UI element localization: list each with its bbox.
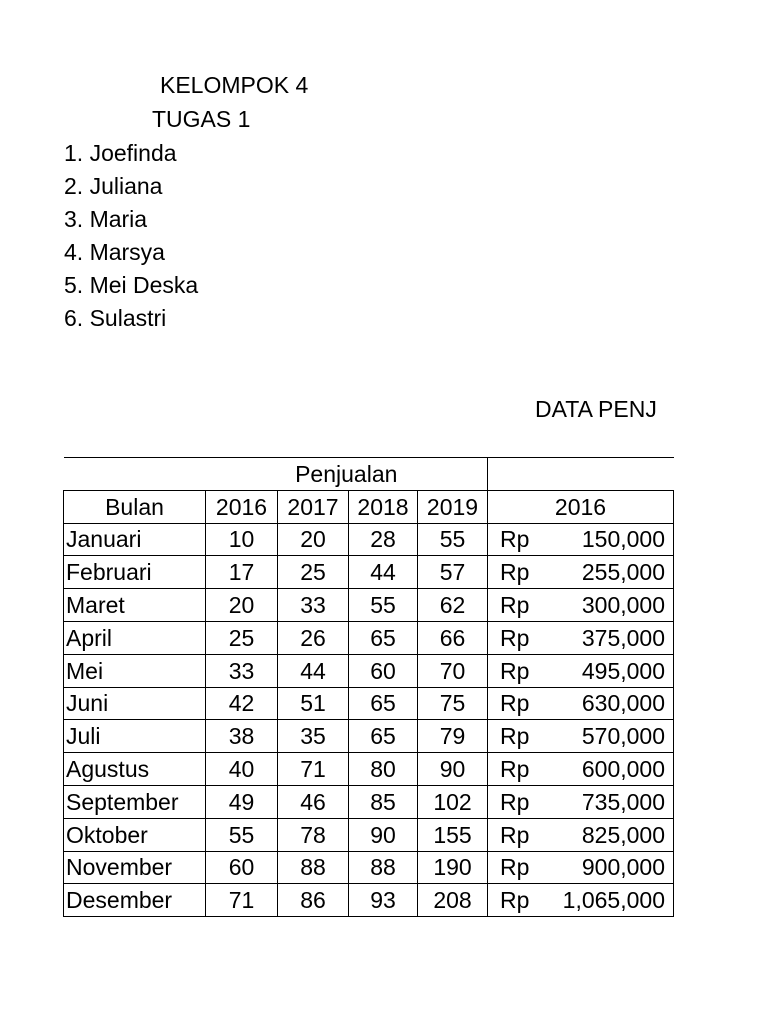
- penjualan-header: Penjualan: [206, 458, 488, 491]
- cell-amount: 825,000: [534, 818, 674, 851]
- sales-data-title: DATA PENJ: [535, 396, 657, 422]
- cell-2017: 33: [278, 589, 349, 622]
- cell-2018: 88: [349, 851, 418, 884]
- cell-2018: 65: [349, 621, 418, 654]
- cell-2016: 60: [206, 851, 278, 884]
- cell-amount: 495,000: [534, 654, 674, 687]
- cell-2017: 51: [278, 687, 349, 720]
- cell-2018: 90: [349, 818, 418, 851]
- cell-2018: 65: [349, 687, 418, 720]
- cell-2018: 60: [349, 654, 418, 687]
- cell-amount: 1,065,000: [534, 884, 674, 917]
- table-row: [64, 589, 674, 622]
- table-row: [64, 621, 674, 654]
- cell-2017: 86: [278, 884, 349, 917]
- cell-2017: 35: [278, 720, 349, 753]
- cell-2019: 155: [418, 818, 488, 851]
- cell-amount: 255,000: [534, 556, 674, 589]
- cell-2016: 20: [206, 589, 278, 622]
- cell-2016: 49: [206, 785, 278, 818]
- cell-2019: 70: [418, 654, 488, 687]
- member-item: 2. Juliana: [64, 173, 163, 199]
- cell-amount: 630,000: [534, 687, 674, 720]
- cell-bulan: November: [64, 851, 206, 884]
- member-item: 6. Sulastri: [64, 305, 167, 331]
- header-bulan: Bulan: [64, 490, 206, 523]
- cell-currency: Rp: [488, 884, 534, 917]
- cell-currency: Rp: [488, 818, 534, 851]
- cell-2018: 28: [349, 523, 418, 556]
- cell-2016: 25: [206, 621, 278, 654]
- member-item: 3. Maria: [64, 206, 148, 232]
- header-2017: 2017: [278, 490, 349, 523]
- cell-bulan: September: [64, 785, 206, 818]
- cell-2019: 62: [418, 589, 488, 622]
- group-title: KELOMPOK 4: [160, 72, 309, 98]
- cell-2019: 90: [418, 753, 488, 786]
- cell-2016: 10: [206, 523, 278, 556]
- cell-bulan: Januari: [64, 523, 206, 556]
- cell-bulan: Februari: [64, 556, 206, 589]
- table-row: [64, 556, 674, 589]
- table-row: [64, 753, 674, 786]
- header-2016: 2016: [206, 490, 278, 523]
- cell-amount: 150,000: [534, 523, 674, 556]
- cell-bulan: Maret: [64, 589, 206, 622]
- cell-currency: Rp: [488, 556, 534, 589]
- cell-amount: 375,000: [534, 621, 674, 654]
- cell-2017: 26: [278, 621, 349, 654]
- member-item: 1. Joefinda: [64, 140, 177, 166]
- header-2018: 2018: [349, 490, 418, 523]
- cell-2018: 85: [349, 785, 418, 818]
- table-row: [64, 687, 674, 720]
- cell-currency: Rp: [488, 753, 534, 786]
- cell-currency: Rp: [488, 851, 534, 884]
- cell-currency: Rp: [488, 621, 534, 654]
- cell-2019: 55: [418, 523, 488, 556]
- cell-2017: 88: [278, 851, 349, 884]
- cell-2017: 20: [278, 523, 349, 556]
- cell-bulan: Juli: [64, 720, 206, 753]
- cell-2016: 40: [206, 753, 278, 786]
- header-2019: 2019: [418, 490, 488, 523]
- cell-2017: 44: [278, 654, 349, 687]
- table-row: [64, 523, 674, 556]
- table-row: [64, 884, 674, 917]
- member-item: 5. Mei Deska: [64, 272, 199, 298]
- cell-amount: 600,000: [534, 753, 674, 786]
- cell-2018: 65: [349, 720, 418, 753]
- cell-2019: 79: [418, 720, 488, 753]
- cell-2017: 78: [278, 818, 349, 851]
- cell-amount: 300,000: [534, 589, 674, 622]
- cell-2018: 44: [349, 556, 418, 589]
- cell-bulan: Oktober: [64, 818, 206, 851]
- cell-amount: 900,000: [534, 851, 674, 884]
- cell-currency: Rp: [488, 654, 534, 687]
- cell-currency: Rp: [488, 720, 534, 753]
- cell-2018: 80: [349, 753, 418, 786]
- cell-2017: 25: [278, 556, 349, 589]
- cell-2016: 55: [206, 818, 278, 851]
- table-row: [64, 720, 674, 753]
- cell-2018: 55: [349, 589, 418, 622]
- table-row: [64, 851, 674, 884]
- cell-currency: Rp: [488, 687, 534, 720]
- cell-currency: Rp: [488, 589, 534, 622]
- cell-2016: 42: [206, 687, 278, 720]
- cell-2016: 33: [206, 654, 278, 687]
- cell-2019: 208: [418, 884, 488, 917]
- member-item: 4. Marsya: [64, 239, 165, 265]
- cell-amount: 735,000: [534, 785, 674, 818]
- cell-amount: 570,000: [534, 720, 674, 753]
- cell-2016: 38: [206, 720, 278, 753]
- table-row: [64, 818, 674, 851]
- cell-bulan: Agustus: [64, 753, 206, 786]
- cell-bulan: April: [64, 621, 206, 654]
- cell-bulan: Juni: [64, 687, 206, 720]
- cell-2019: 57: [418, 556, 488, 589]
- cell-2017: 46: [278, 785, 349, 818]
- task-title: TUGAS 1: [152, 106, 251, 132]
- column-header-row: [64, 490, 674, 523]
- cell-2019: 66: [418, 621, 488, 654]
- cell-2018: 93: [349, 884, 418, 917]
- cell-2019: 190: [418, 851, 488, 884]
- sales-table: [63, 457, 674, 917]
- cell-2019: 102: [418, 785, 488, 818]
- table-row: [64, 654, 674, 687]
- group-header-row: [64, 458, 674, 491]
- table-row: [64, 785, 674, 818]
- cell-bulan: Mei: [64, 654, 206, 687]
- header-amount-2016: 2016: [488, 490, 674, 523]
- cell-2017: 71: [278, 753, 349, 786]
- cell-currency: Rp: [488, 785, 534, 818]
- cell-2016: 71: [206, 884, 278, 917]
- cell-2019: 75: [418, 687, 488, 720]
- cell-2016: 17: [206, 556, 278, 589]
- cell-bulan: Desember: [64, 884, 206, 917]
- cell-currency: Rp: [488, 523, 534, 556]
